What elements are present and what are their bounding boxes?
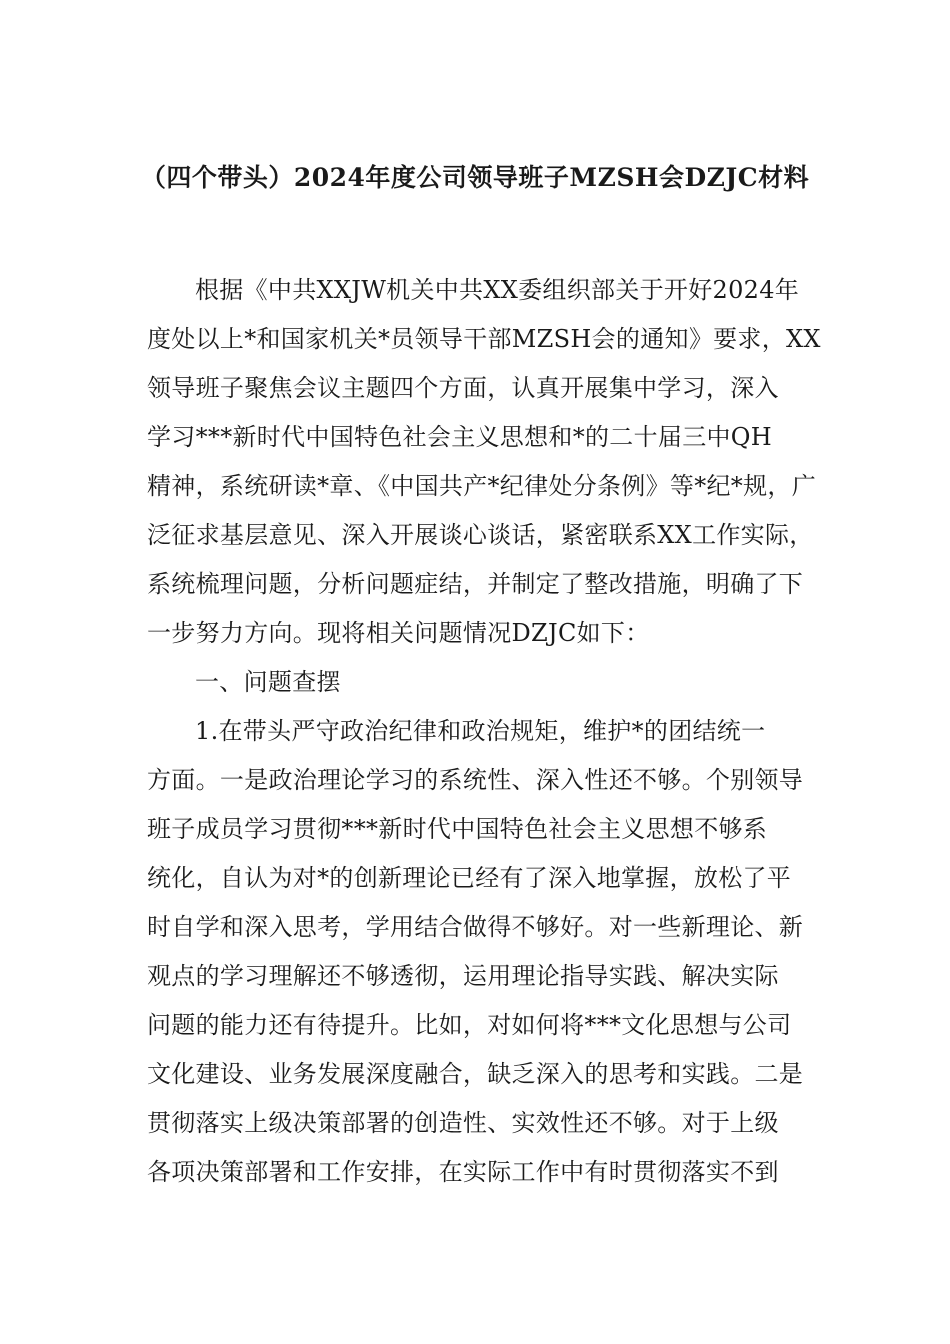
paragraph-line: 问题的能力还有待提升。比如，对如何将***文化思想与公司	[147, 1011, 792, 1039]
section-heading: 一、问题查摆	[195, 668, 341, 696]
paragraph-line: 1.在带头严守政治纪律和政治规矩，维护*的团结统一	[195, 717, 766, 745]
document-title: （四个带头）2024年度公司领导班子MZSH会DZJC材料	[140, 163, 810, 192]
paragraph-line: 精神，系统研读*章、《中国共产*纪律处分条例》等*纪*规，广	[147, 472, 816, 500]
document-body	[147, 266, 821, 1197]
paragraph-line: 文化建设、业务发展深度融合，缺乏深入的思考和实践。二是	[147, 1060, 804, 1088]
paragraph-line: 观点的学习理解还不够透彻，运用理论指导实践、解决实际	[147, 962, 779, 990]
paragraph-line: 各项决策部署和工作安排，在实际工作中有时贯彻落实不到	[147, 1158, 779, 1186]
paragraph-line: 根据《中共XXJW机关中共XX委组织部关于开好2024年	[195, 276, 800, 304]
paragraph-line: 时自学和深入思考，学用结合做得不够好。对一些新理论、新	[147, 913, 804, 941]
paragraph-line: 度处以上*和国家机关*员领导干部MZSH会的通知》要求，XX	[147, 325, 821, 353]
paragraph-line: 方面。一是政治理论学习的系统性、深入性还不够。个别领导	[147, 766, 804, 794]
paragraph-line: 泛征求基层意见、深入开展谈心谈话，紧密联系XX工作实际，	[147, 521, 814, 549]
paragraph-line: 班子成员学习贯彻***新时代中国特色社会主义思想不够系	[147, 815, 768, 843]
paragraph-line: 学习***新时代中国特色社会主义思想和*的二十届三中QH	[147, 423, 773, 451]
paragraph-line: 一步努力方向。现将相关问题情况DZJC如下：	[147, 619, 650, 647]
paragraph-line: 领导班子聚焦会议主题四个方面，认真开展集中学习，深入	[147, 374, 779, 402]
paragraph-line: 系统梳理问题，分析问题症结，并制定了整改措施，明确了下	[147, 570, 804, 598]
paragraph-line: 统化，自认为对*的创新理论已经有了深入地掌握，放松了平	[147, 864, 792, 892]
paragraph-line: 贯彻落实上级决策部署的创造性、实效性还不够。对于上级	[147, 1109, 779, 1137]
